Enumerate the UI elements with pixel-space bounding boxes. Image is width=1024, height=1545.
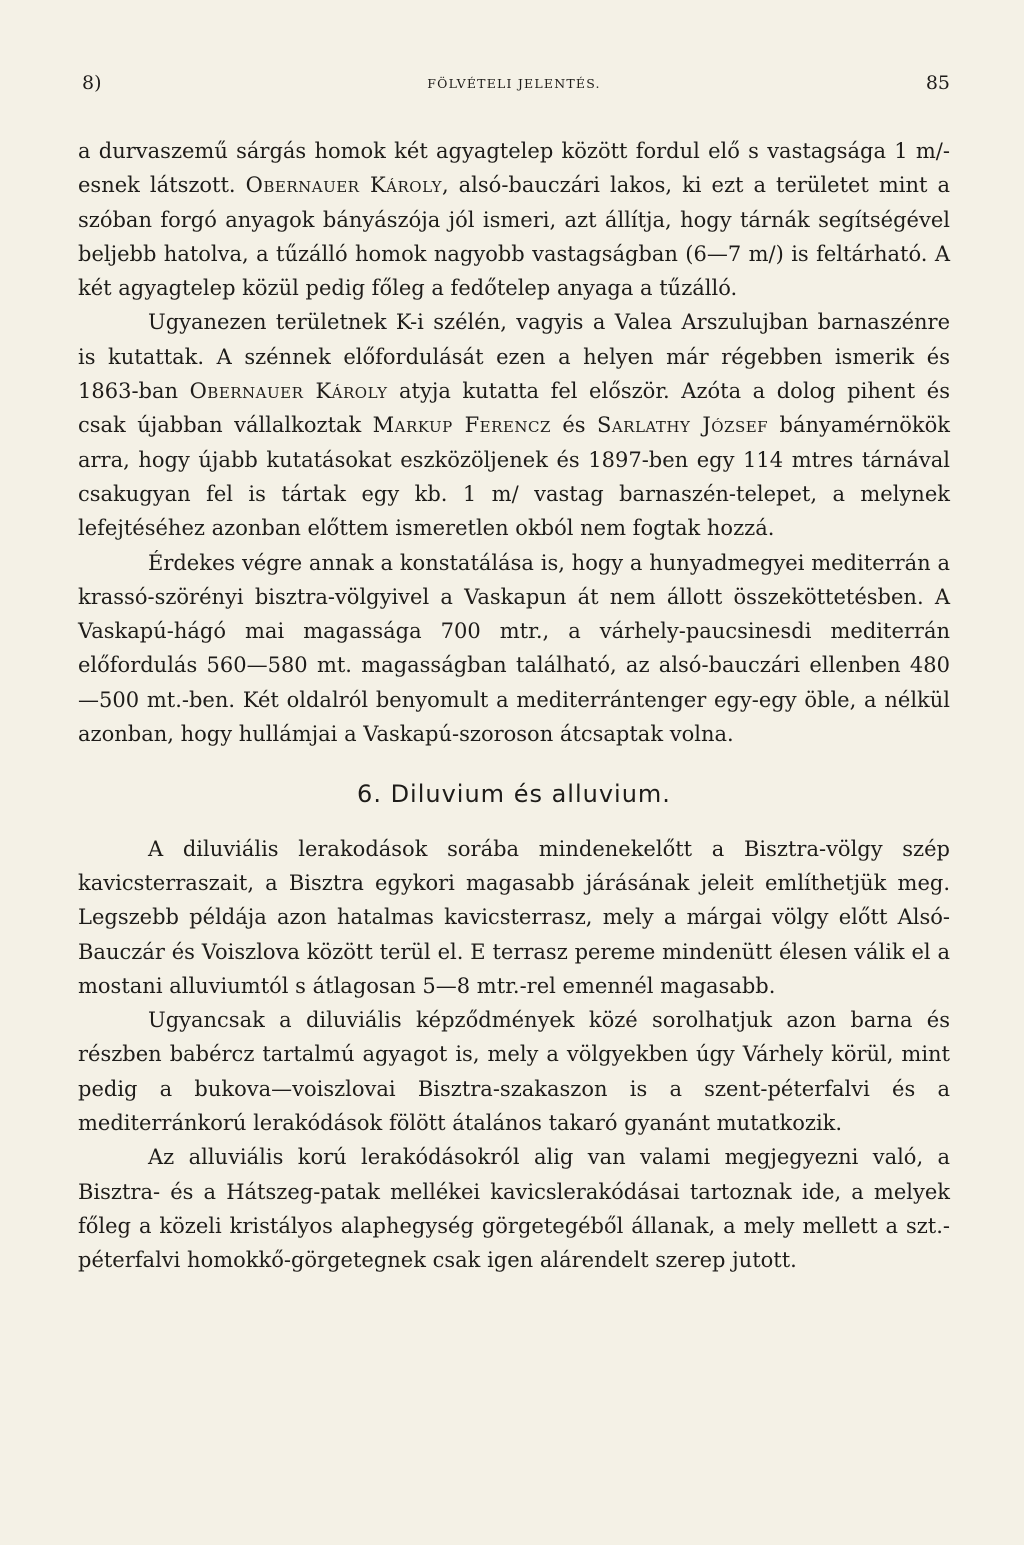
paragraph-5: Ugyancsak a diluviális képződmények közé sorolhatjuk azon barna és részben babércz tartalmú agyagot is, mely a völgyekben úgy Várhely körül, mint pedig a bukova—voiszlovai Bisztra-szakaszon is a szent-péterfalvi és a mediterránkorú lerakódások fölött átalános takaró gyanánt mutatkozik. [78,1008,950,1136]
running-header [78,66,950,106]
paragraph-1: a durvaszemű sárgás homok két agyagtelep között fordul elő s vastagsága 1 m/-esnek látszott. Obernauer Károly, alsó-bauczári lakos, ki ezt a területet mint a szóban forgó anyagok bányászója jól ismeri, azt állítja, hogy tárnák segítségével beljebb hatolva, a tűzálló homok nagyobb vastagságban (6—7 m/) is feltárható. A két agyagtelep közül pedig főleg a fedőtelep anyaga a tűzálló. [78,139,951,301]
person-name: Markup Ferencz [372,413,551,438]
unit-symbol: m/ [915,139,943,163]
section-number: 8) [82,72,102,94]
person-name: Sarlathy József [596,413,769,438]
paragraph-2: Ugyanezen területnek K-i szélén, vagyis a Valea Arszulujban barnaszénre is kutattak. A szénnek előfordulását ezen a helyen már régebben ismerik és 1863-ban Obernauer Károly atyja kutatta fel először. Azóta a dolog pihent és csak újabban vállalkoztak Markup Ferencz és Sarlathy József bányamérnökök arra, hogy újabb kutatásokat eszközöljenek és 1897-ben egy 114 mtres tárnával csakugyan fel is tártak egy kb. 1 m/ vastag barnaszén-telepet, a melynek lefejtéséhez azonban előttem ismeretlen okból nem fogtak hozzá. [78,310,951,541]
unit-symbol: m/ [491,481,519,506]
page-number: 85 [925,72,950,94]
person-name: Obernauer Károly [189,379,388,404]
document-page [78,66,950,1486]
paragraph-3: Érdekes végre annak a konstatálása is, hogy a hunyadmegyei mediterrán a krassó-szörényi bisztra-völgyivel a Vaskapun át nem állott összeköttetésben. A Vaskapú-hágó mai magassága 700 mtr., a várhely-paucsinesdi mediterrán előfordulás 560—580 mt. magasságban található, az alsó-bauczári ellenben 480—500 mt.-ben. Két oldalról benyomult a mediterrántenger egy-egy öble, a nélkül azonban, hogy hullámjai a Vaskapú-szoroson átcsaptak volna. [78,550,950,747]
paragraph-4: A diluviális lerakodások sorába mindenekelőtt a Bisztra-völgy szép kavicsterraszait, a Bisztra egykori magasabb járásának jeleit említhetjük meg. Legszebb példája azon hatalmas kavicsterrasz, mely a márgai völgy előtt Alsó-Bauczár és Voiszlova között terül el. E terrasz pereme mindenütt élesen válik el a mostani alluviumtól s átlagosan 5—8 mtr.-rel emennél magasabb. [78,836,950,998]
section-heading: 6. Diluvium és alluvium. [357,780,671,809]
body-text [78,134,950,1278]
running-title: FÖLVÉTELI JELENTÉS. [427,76,601,91]
paragraph-6: Az alluviális korú lerakódásokról alig van valami megjegyezni való, a Bisztra- és a Hátszeg-patak mellékei kavicslerakódásai tartoznak ide, a melyek főleg a közeli kristályos alaphegység görgetegéből állanak, a mely mellett a szt.-péterfalvi homokkő-görgetegnek csak igen alárendelt szerep jutott. [78,1145,950,1273]
unit-symbol: m/ [748,241,776,266]
person-name: Obernauer Károly [245,173,442,198]
